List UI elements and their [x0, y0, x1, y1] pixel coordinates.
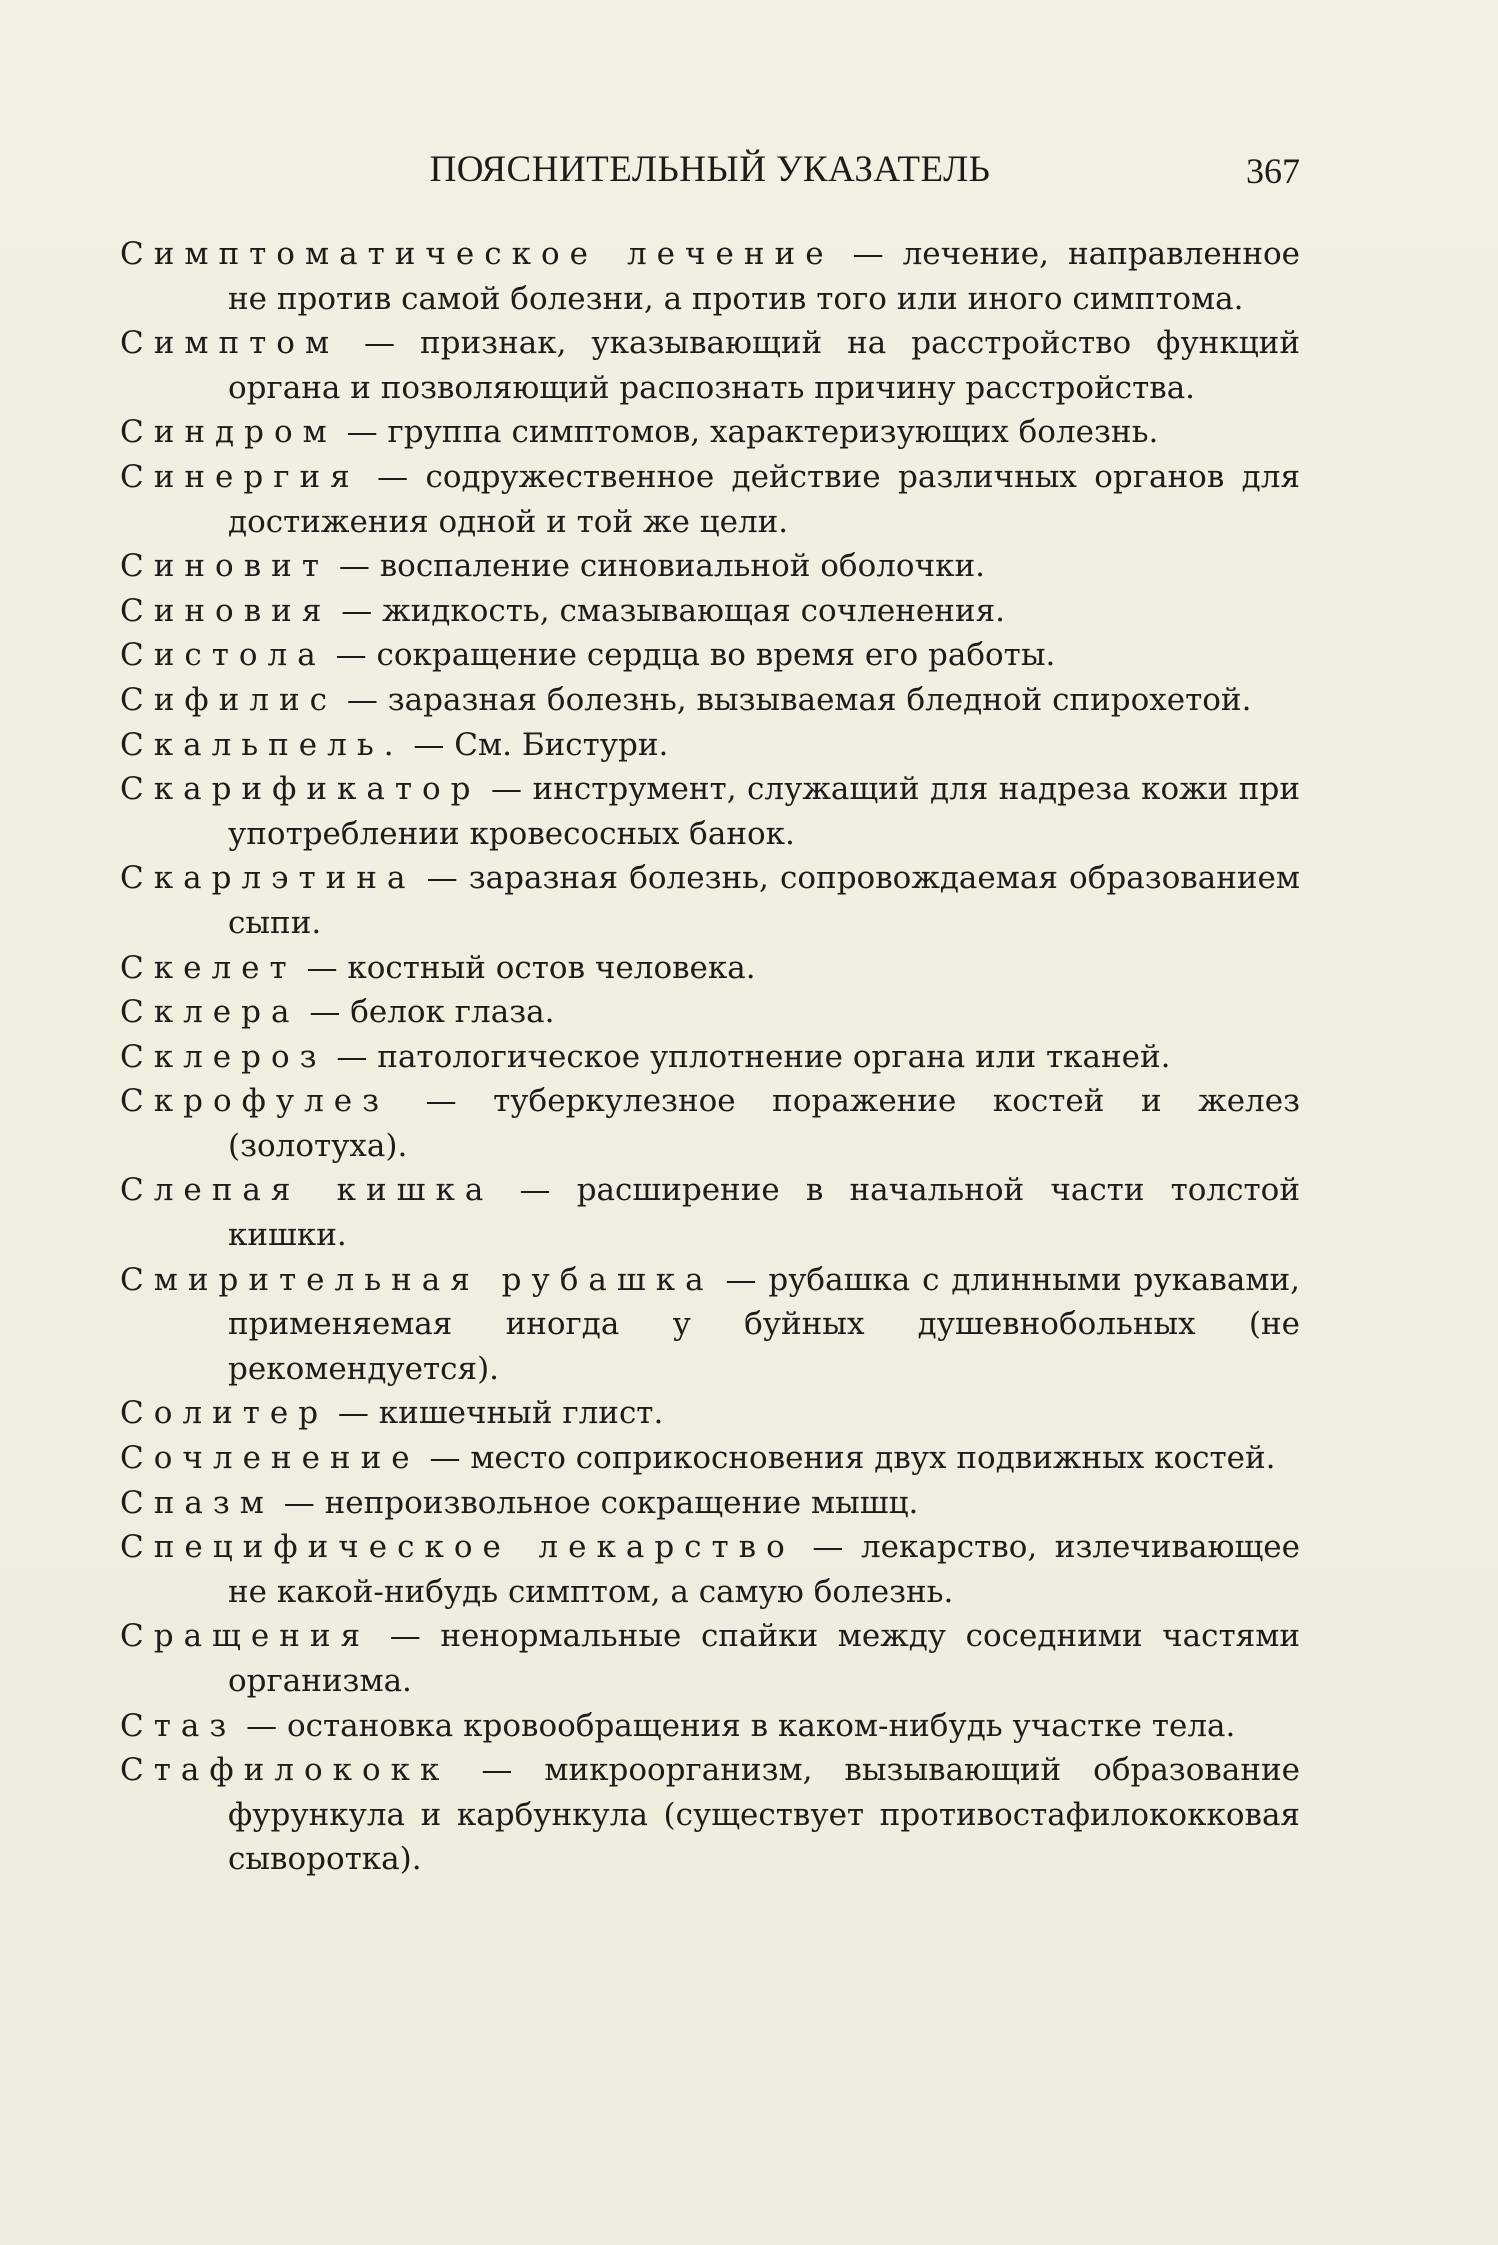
glossary-entry: Скальпель. — См. Бистури.	[120, 726, 669, 763]
entry-term: Синергия	[120, 458, 360, 495]
entry-definition: жидкость, смазывающая сочленения.	[382, 592, 1005, 629]
glossary-entry: Стафилококк — микроорганизм, вызывающий образование фурункула и карбункула (существует противостафилококковая сыворотка).	[120, 1752, 1300, 1878]
glossary-entry: Сочленение — место соприкосновения двух подвижных костей.	[120, 1440, 1276, 1477]
entry-definition: воспаление синовиальной оболочки.	[379, 548, 985, 585]
entry-term: Склера	[120, 994, 300, 1031]
glossary-entry: Сращения — ненормальные спайки между соседними частями организма.	[120, 1618, 1300, 1699]
entry-definition: остановка кровообращения в каком-нибудь участке тела.	[286, 1707, 1236, 1744]
entry-term: Синовит	[120, 548, 329, 585]
page-header	[120, 148, 1300, 198]
entry-definition: патологическое уплотнение органа или тканей.	[377, 1038, 1171, 1075]
glossary-entry: Смирительная рубашка — рубашка с длинными рукавами, применяемая иногда у буйных душевнобольных (не рекомендуется).	[120, 1261, 1300, 1387]
glossary-entry: Склера — белок глаза.	[120, 994, 555, 1031]
entry-term: Склероз	[120, 1038, 327, 1075]
entry-term: Скрофулез	[120, 1083, 390, 1120]
glossary-entry: Симптом — признак, указывающий на расстройство функций органа и позволяющий распознать причину расстройства.	[120, 325, 1300, 406]
glossary-entries	[120, 232, 1300, 1882]
glossary-entry: Солитер — кишечный глист.	[120, 1395, 664, 1432]
entry-definition: содружественное действие различных органов для достижения одной и той же цели.	[228, 458, 1300, 540]
glossary-entry: Слепая кишка — расширение в начальной части толстой кишки.	[120, 1172, 1300, 1254]
glossary-entry: Скрофулез — туберкулезное поражение костей и желез (золотуха).	[120, 1083, 1300, 1164]
entry-term: Специфическое лекарство	[120, 1529, 795, 1566]
entry-definition: туберкулезное поражение костей и желез (золотуха).	[228, 1083, 1300, 1164]
entry-definition: группа симптомов, характеризующих болезнь.	[387, 414, 1159, 451]
entry-definition: признак, указывающий на расстройство функций органа и позволяющий распознать причину расстройства.	[228, 325, 1300, 406]
entry-definition: микроорганизм, вызывающий образование фурункула и карбункула (существует противостафилококковая сыворотка).	[228, 1752, 1300, 1878]
entry-term: Симптоматическое лечение	[120, 236, 834, 272]
entry-definition: рубашка с длинными рукавами, применяемая иногда у буйных душевнобольных (не рекомендуется).	[228, 1261, 1300, 1387]
entry-definition: лечение, направленное не против самой болезни, а против того или иного симптома.	[228, 236, 1300, 317]
entry-definition: расширение в начальной части толстой кишки.	[228, 1172, 1300, 1254]
glossary-entry: Синдром — группа симптомов, характеризующих болезнь.	[120, 414, 1159, 451]
entry-term: Синдром	[120, 414, 337, 451]
entry-term: Синовия	[120, 592, 332, 629]
running-head: ПОЯСНИТЕЛЬНЫЙ УКАЗАТЕЛЬ	[429, 149, 991, 190]
glossary-entry: Синовит — воспаление синовиальной оболочки.	[120, 548, 985, 585]
glossary-entry: Склероз — патологическое уплотнение органа или тканей.	[120, 1038, 1171, 1075]
entry-definition: место соприкосновения двух подвижных костей.	[470, 1440, 1276, 1477]
glossary-entry: Сифилис — заразная болезнь, вызываемая бледной спирохетой.	[120, 681, 1252, 718]
entry-term: Систола	[120, 637, 326, 674]
entry-definition: белок глаза.	[350, 994, 555, 1031]
entry-definition: сокращение сердца во время его работы.	[376, 637, 1056, 674]
entry-definition: См. Бистури.	[454, 726, 669, 763]
entry-term: Сочленение	[120, 1440, 420, 1477]
entry-definition: кишечный глист.	[378, 1395, 664, 1432]
entry-definition: инструмент, служащий для надреза кожи при употреблении кровесосных банок.	[228, 771, 1300, 852]
glossary-entry: Скелет — костный остов человека.	[120, 949, 756, 986]
entry-definition: ненормальные спайки между соседними частями организма.	[228, 1618, 1300, 1699]
entry-term: Сифилис	[120, 681, 338, 718]
glossary-entry: Систола — сокращение сердца во время его работы.	[120, 637, 1056, 674]
entry-term: Скарификатор	[120, 771, 481, 808]
entry-definition: костный остов человека.	[347, 949, 756, 986]
entry-term: Смирительная рубашка	[120, 1261, 714, 1298]
entry-term: Сращения	[120, 1618, 371, 1655]
entry-term: Слепая кишка	[120, 1172, 494, 1209]
glossary-entry: Специфическое лекарство — лекарство, излечивающее не какой-нибудь симптом, а самую болезнь.	[120, 1529, 1300, 1610]
glossary-entry: Спазм — непроизвольное сокращение мышц.	[120, 1484, 919, 1521]
glossary-entry: Скарификатор — инструмент, служащий для надреза кожи при употреблении кровесосных банок.	[120, 771, 1300, 852]
glossary-entry: Синовия — жидкость, смазывающая сочленения.	[120, 592, 1005, 629]
glossary-entry: Симптоматическое лечение — лечение, направленное не против самой болезни, а против того или иного симптома.	[120, 236, 1300, 317]
glossary-entry: Стаз — остановка кровообращения в каком-нибудь участке тела.	[120, 1707, 1236, 1744]
entry-term: Стафилококк	[120, 1752, 450, 1789]
entry-term: Симптом	[120, 325, 340, 362]
entry-term: Солитер	[120, 1395, 329, 1432]
glossary-entry: Скарлэтина — заразная болезнь, сопровождаемая образованием сыпи.	[120, 860, 1300, 941]
page-number: 367	[1246, 151, 1300, 191]
entry-definition: заразная болезнь, вызываемая бледной спирохетой.	[387, 681, 1252, 718]
entry-term: Скарлэтина	[120, 860, 416, 897]
entry-term: Спазм	[120, 1484, 274, 1521]
entry-term: Скальпель.	[120, 726, 404, 763]
entry-definition: лекарство, излечивающее не какой-нибудь симптом, а самую болезнь.	[228, 1529, 1300, 1610]
entry-definition: заразная болезнь, сопровождаемая образованием сыпи.	[228, 860, 1300, 941]
entry-definition: непроизвольное сокращение мышц.	[324, 1484, 919, 1521]
entry-term: Стаз	[120, 1707, 237, 1744]
glossary-entry: Синергия — содружественное действие различных органов для достижения одной и той же цели.	[120, 458, 1300, 540]
entry-term: Скелет	[120, 949, 297, 986]
